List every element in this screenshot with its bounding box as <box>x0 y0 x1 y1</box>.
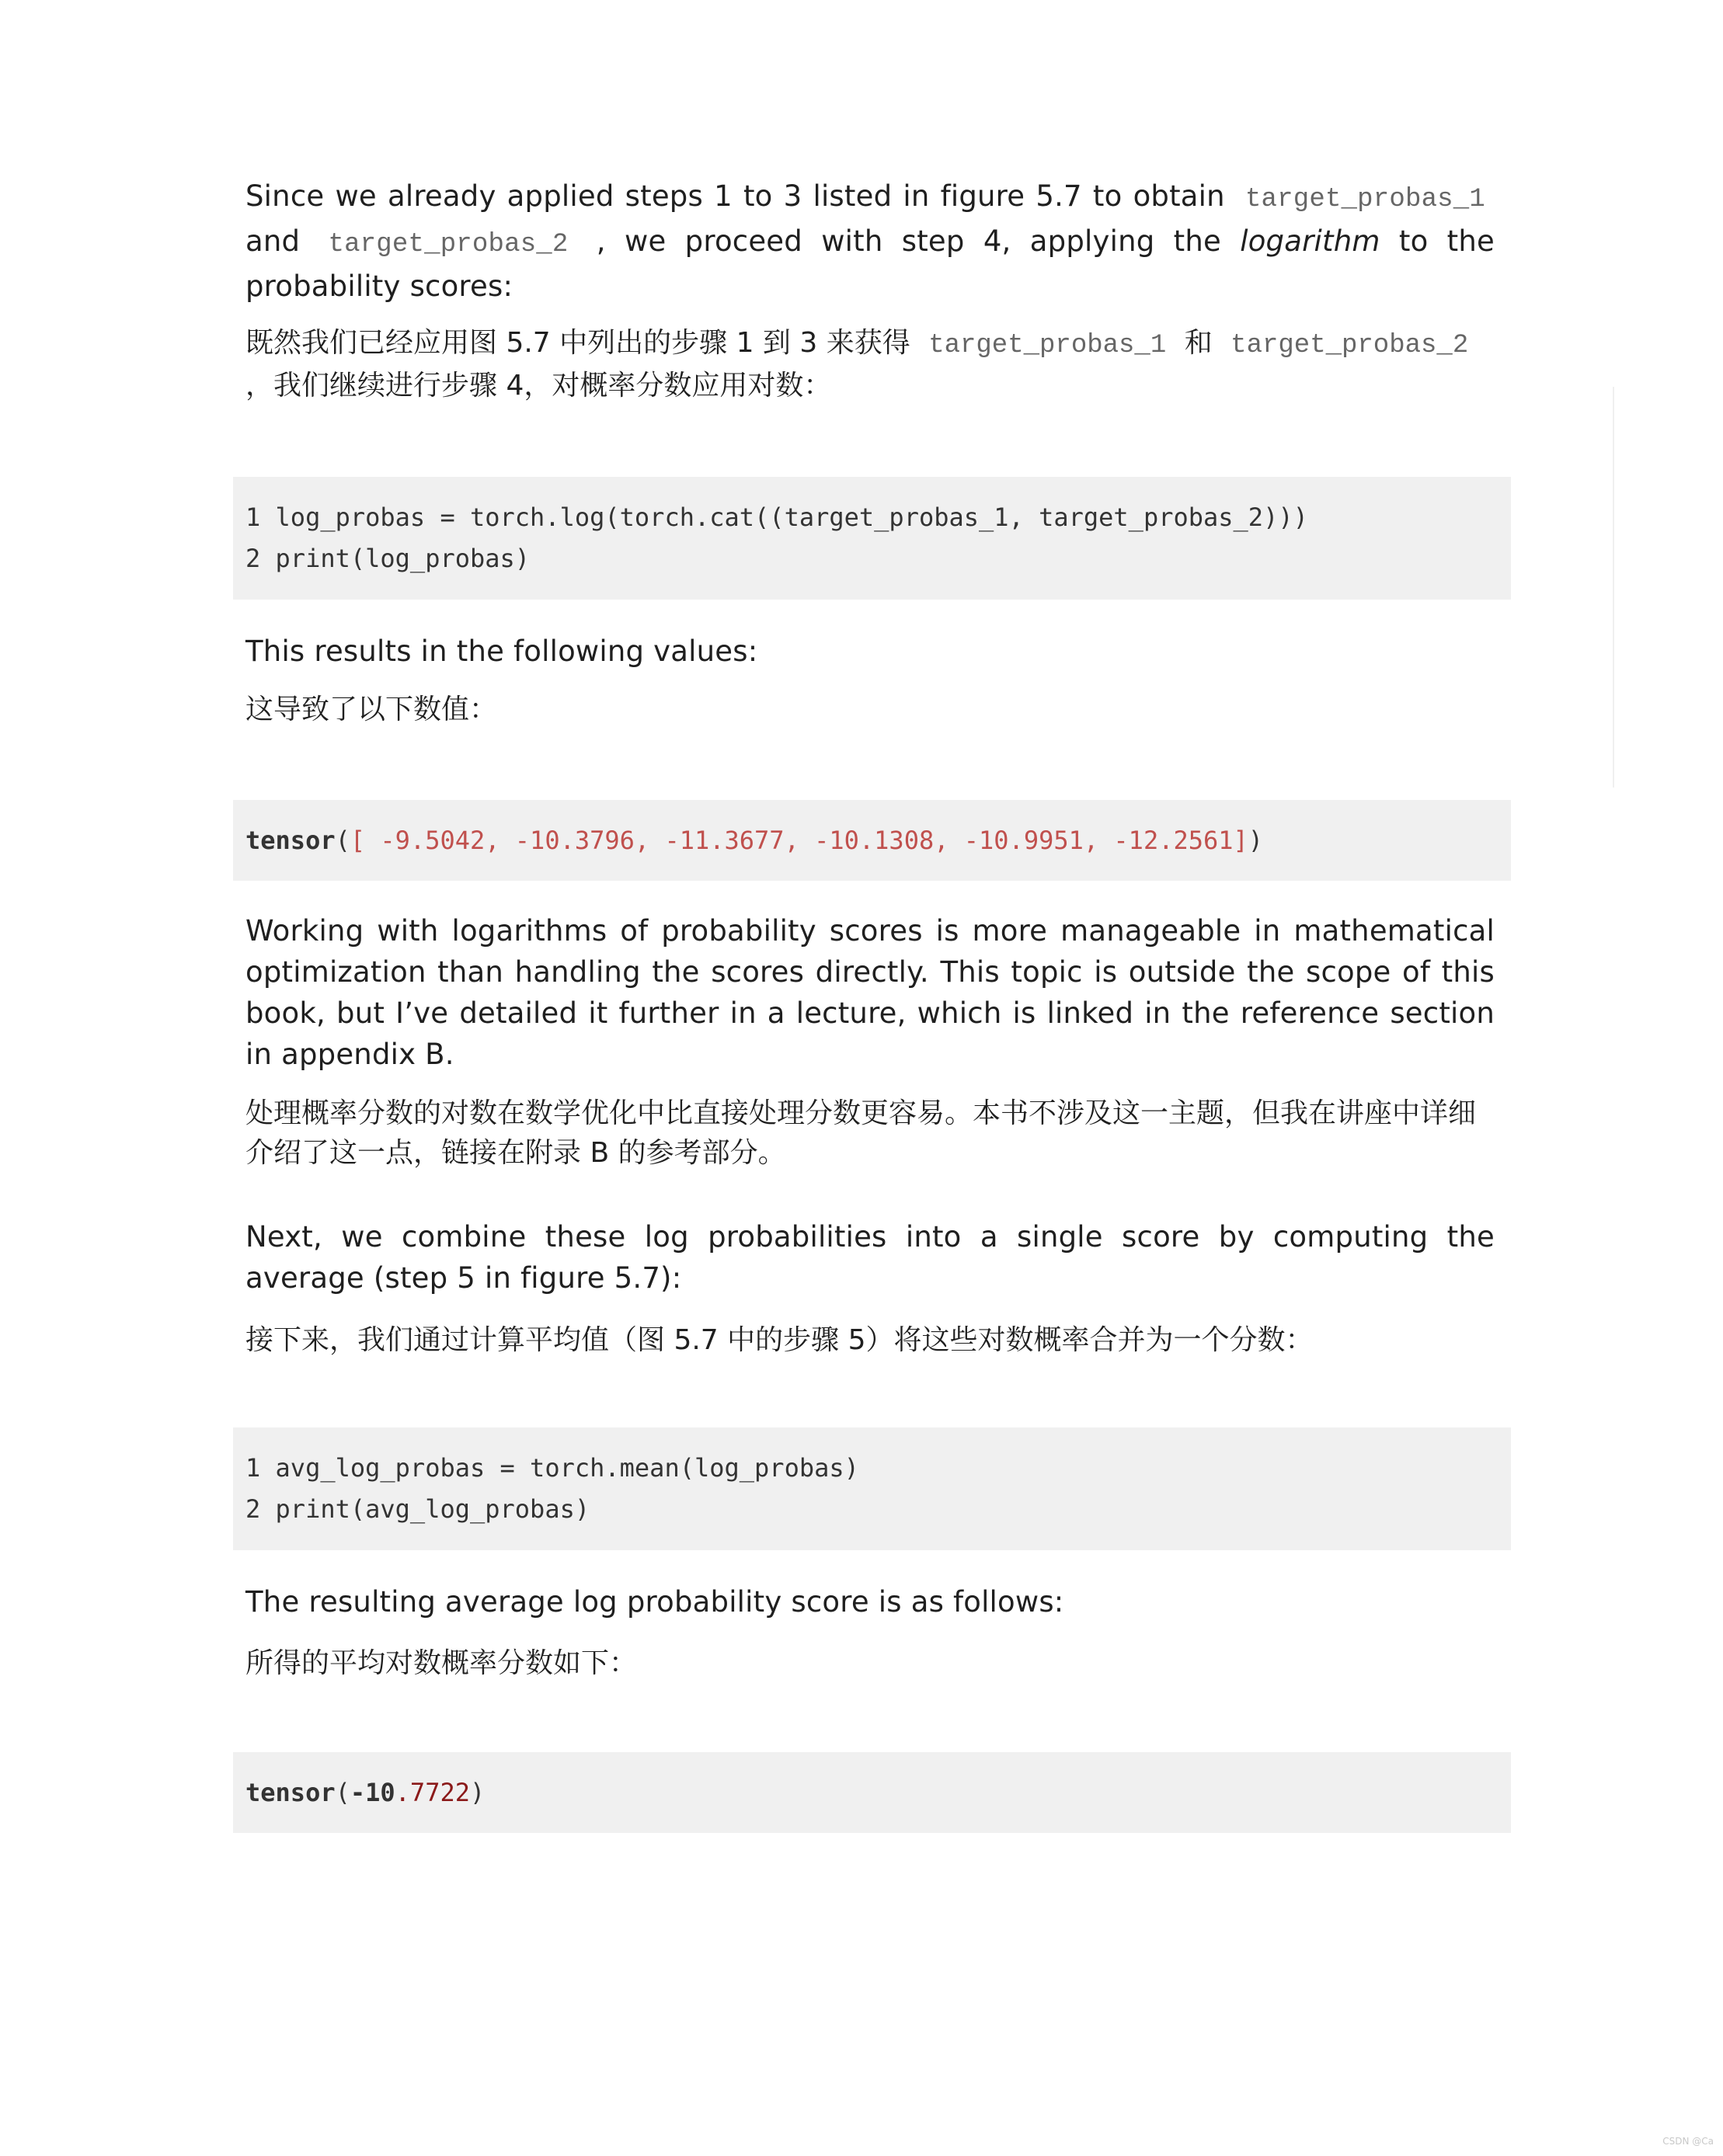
output-block-log-probas <box>233 800 1511 881</box>
paragraph-2-zh <box>245 690 1495 729</box>
code-line-1: 1 log_probas = torch.log(torch.cat((target_probas_1, target_probas_2))) <box>245 502 1308 532</box>
output-open-paren: ( <box>335 826 350 855</box>
p1-zh-text-a: 既然我们已经应用图 5.7 中列出的步骤 1 到 3 来获得 <box>245 327 910 359</box>
zh-inline-code-target-probas-2: target_probas_2 <box>1230 331 1469 360</box>
paragraph-3-zh <box>245 1094 1495 1173</box>
code-line-2: 2 print(avg_log_probas) <box>245 1494 590 1524</box>
output-keyword: tensor <box>245 1778 336 1807</box>
paragraph-3-en <box>245 910 1495 1075</box>
p5-text: The resulting average log probability score is as follows: <box>245 1585 1064 1619</box>
p1-zh-text-c: ，我们继续进行步骤 4，对概率分数应用对数： <box>245 370 832 402</box>
code-line-1: 1 avg_log_probas = torch.mean(log_probas) <box>245 1453 859 1483</box>
output-int-part: -10 <box>350 1778 395 1807</box>
p4-zh-text: 接下来，我们通过计算平均值（图 5.7 中的步骤 5）将这些对数概率合并为一个分数： <box>245 1324 1314 1356</box>
p1-text-d: to the probability scores: <box>245 224 1495 303</box>
output-close-paren: ) <box>1248 826 1264 855</box>
p4-text: Next, we combine these log probabilities into a single score by computing the average (step 5 in figure 5.7): <box>245 1220 1495 1295</box>
paragraph-5-zh <box>245 1643 1495 1683</box>
p2-zh-text: 这导致了以下数值： <box>245 694 498 725</box>
output-close-paren: ) <box>469 1778 486 1807</box>
code-line-2: 2 print(log_probas) <box>245 544 531 573</box>
output-open-paren: ( <box>335 1778 350 1807</box>
inline-code-target-probas-2: target_probas_2 <box>328 230 569 259</box>
p3-zh-text: 处理概率分数的对数在数学优化中比直接处理分数更容易。本书不涉及这一主题，但我在讲座中详细介绍了这一点，链接在附录 B 的参考部分。 <box>245 1097 1477 1169</box>
output-keyword: tensor <box>245 826 336 855</box>
paragraph-5-en <box>245 1581 1495 1622</box>
p1-zh-text-b: 和 <box>1184 327 1213 359</box>
paragraph-2-en <box>245 631 1495 672</box>
paragraph-1-en <box>245 176 1495 307</box>
output-frac-part: .7722 <box>395 1778 470 1807</box>
p1-text-c: , we proceed with step 4, applying the <box>596 224 1221 258</box>
watermark: CSDN @Ca <box>1662 2136 1714 2147</box>
p1-text-a: Since we already applied steps 1 to 3 listed in figure 5.7 to obtain <box>245 179 1225 213</box>
paragraph-1-zh <box>245 323 1495 405</box>
p1-text-b: and <box>245 224 301 258</box>
p3-text: Working with logarithms of probability scores is more manageable in mathematical optimization than handling the scores directly. This topic is outside the scope of this book, but I’ve detailed it further in a lecture, which is linked in the reference section in appendix B. <box>245 914 1495 1071</box>
p2-text: This results in the following values: <box>245 635 758 668</box>
p1-emphasis-logarithm: logarithm <box>1240 224 1380 258</box>
zh-inline-code-target-probas-1: target_probas_1 <box>928 331 1167 360</box>
scrollbar-track <box>1613 387 1614 788</box>
p5-zh-text: 所得的平均对数概率分数如下： <box>245 1647 638 1679</box>
paragraph-4-zh <box>245 1320 1495 1360</box>
code-block-avg-log-probas <box>233 1427 1511 1550</box>
code-block-log-probas <box>233 477 1511 600</box>
output-values: [ -9.5042, -10.3796, -11.3677, -10.1308, -10.9951, -12.2561] <box>350 826 1248 855</box>
output-block-avg-log-probas <box>233 1752 1511 1833</box>
paragraph-4-en <box>245 1216 1495 1299</box>
inline-code-target-probas-1: target_probas_1 <box>1244 185 1485 214</box>
